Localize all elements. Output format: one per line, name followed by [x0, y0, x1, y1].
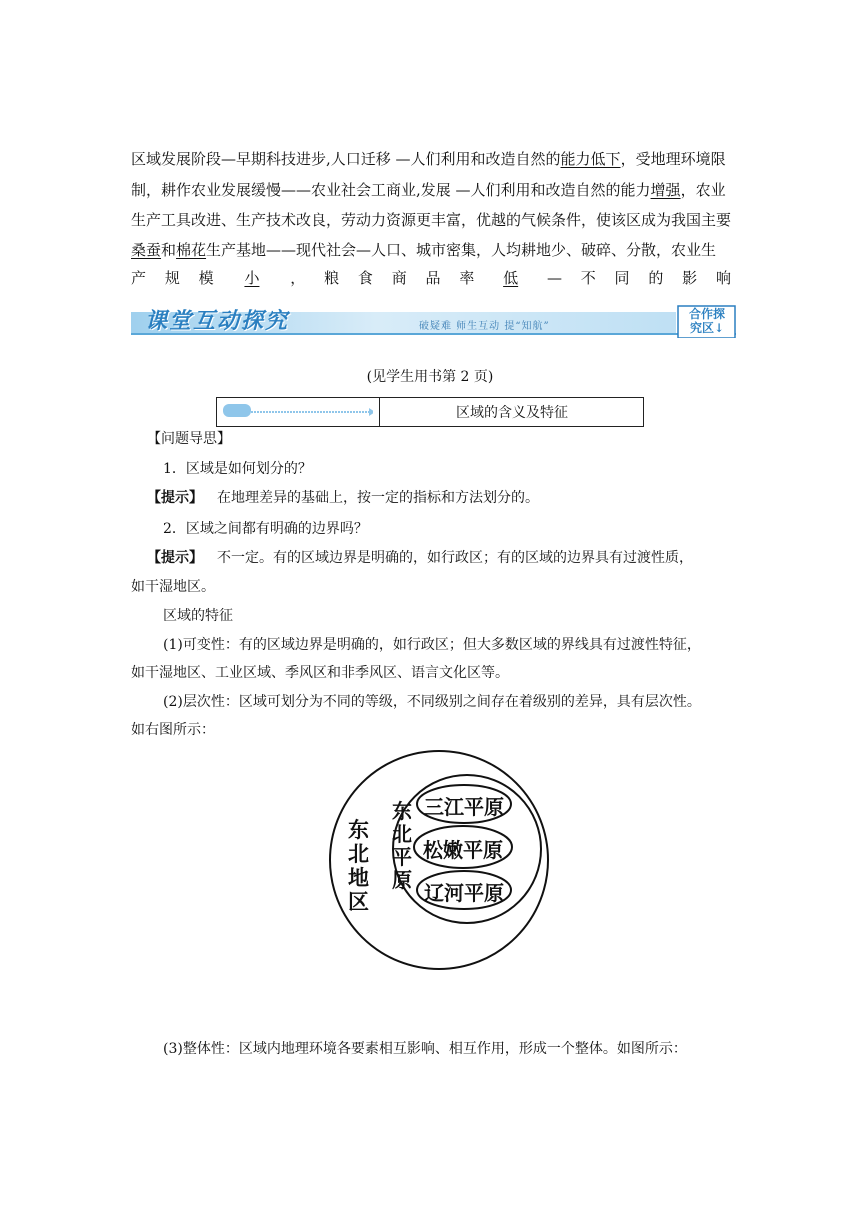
tip-text: 在地理差异的基础上，按一定的指标和方法划分的。	[217, 490, 539, 506]
intro-char: 响	[715, 269, 731, 287]
intro-char: 模	[198, 269, 214, 287]
intro-text: 区域发展阶段—早期科技进步,人口迁移 —人们利用和改造自然的	[131, 150, 561, 168]
topic-table	[216, 397, 644, 427]
topic-title: 区域的含义及特征	[456, 405, 568, 421]
intro-text: 制，耕作农业发展缓慢——农业社会工商业,发展 —人们利用和改造自然的能力	[131, 181, 651, 199]
inner-label: 辽河平原	[424, 881, 504, 905]
intro-char: 的	[648, 269, 664, 287]
underlined-answer: 桑蚕	[131, 241, 162, 259]
inner-label: 松嫩平原	[423, 838, 503, 862]
feature-2: (2)层次性：区域可划分为不同的等级，不同级别之间存在着级别的差异，具有层次性。	[163, 694, 701, 710]
feature-title: 区域的特征	[163, 608, 233, 624]
intro-char: 品	[425, 269, 441, 287]
answer-2-cont: 如干湿地区。	[131, 579, 215, 595]
intro-char: —	[546, 269, 562, 287]
answer-2	[147, 547, 693, 569]
intro-char: 不	[580, 269, 596, 287]
banner-tag-line: 究区↓	[689, 321, 725, 335]
answer-1	[147, 487, 539, 509]
guide-title: 【问题导思】	[147, 431, 231, 447]
banner-slogan: 破疑难 师生互动 提“知航”	[419, 321, 550, 332]
intro-line-4	[131, 235, 716, 266]
intro-text: ，受地理环境限	[620, 150, 726, 168]
section-banner	[131, 304, 736, 338]
banner-tag	[680, 307, 734, 335]
banner-tag-line: 合作探	[688, 307, 725, 321]
tip-label: 【提示】	[147, 490, 203, 506]
intro-char: 规	[164, 269, 180, 287]
intro-char: ，	[290, 269, 306, 287]
intro-text: 和	[161, 241, 177, 259]
underlined-answer: 棉花	[176, 241, 207, 259]
underlined-answer: 能力低下	[560, 150, 621, 168]
intro-char: 粮	[324, 269, 340, 287]
underlined-answer: 低	[503, 269, 519, 287]
intro-line-1	[131, 144, 726, 175]
intro-char: 商	[391, 269, 407, 287]
intro-line-3: 生产工具改进、生产技术改良，劳动力资源更丰富，优越的气候条件，使该区成为我国主要	[131, 211, 732, 229]
question-2: 2．区域之间都有明确的边界吗？	[163, 521, 368, 537]
intro-text: ，农业	[680, 181, 726, 199]
intro-char: 食	[357, 269, 373, 287]
book-reference: (见学生用书第 2 页)	[366, 369, 494, 385]
feature-1: (1)可变性：有的区域边界是明确的，如行政区；但大多数区域的界线具有过渡性特征，	[163, 637, 701, 653]
intro-char: 同	[614, 269, 630, 287]
inner-label: 三江平原	[424, 795, 504, 819]
underlined-answer: 增强	[650, 181, 681, 199]
outer-label: 东北地区	[348, 817, 369, 914]
feature-1-cont: 如干湿地区、工业区域、季风区和非季风区、语言文化区等。	[131, 665, 509, 681]
intro-line-5	[131, 266, 731, 290]
tip-text: 不一定。有的区域边界是明确的，如行政区；有的区域的边界具有过渡性质，	[217, 550, 693, 566]
arrow-icon	[223, 402, 373, 422]
feature-2-cont: 如右图所示：	[131, 722, 215, 738]
underlined-answer: 小	[244, 269, 260, 287]
intro-char: 率	[459, 269, 475, 287]
intro-text: 生产基地——现代社会—人口、城市密集，人均耕地少、破碎、分散，农业生	[206, 241, 717, 259]
banner-title: 课堂互动探究	[145, 308, 290, 334]
intro-line-2	[131, 175, 726, 206]
tip-label: 【提示】	[147, 550, 203, 566]
intro-char: 产	[131, 269, 147, 287]
question-1: 1．区域是如何划分的？	[163, 461, 312, 477]
feature-3: (3)整体性：区域内地理环境各要素相互影响、相互作用，形成一个整体。如图所示：	[163, 1041, 687, 1057]
middle-label: 东北平原	[392, 799, 412, 892]
intro-char: 影	[682, 269, 698, 287]
